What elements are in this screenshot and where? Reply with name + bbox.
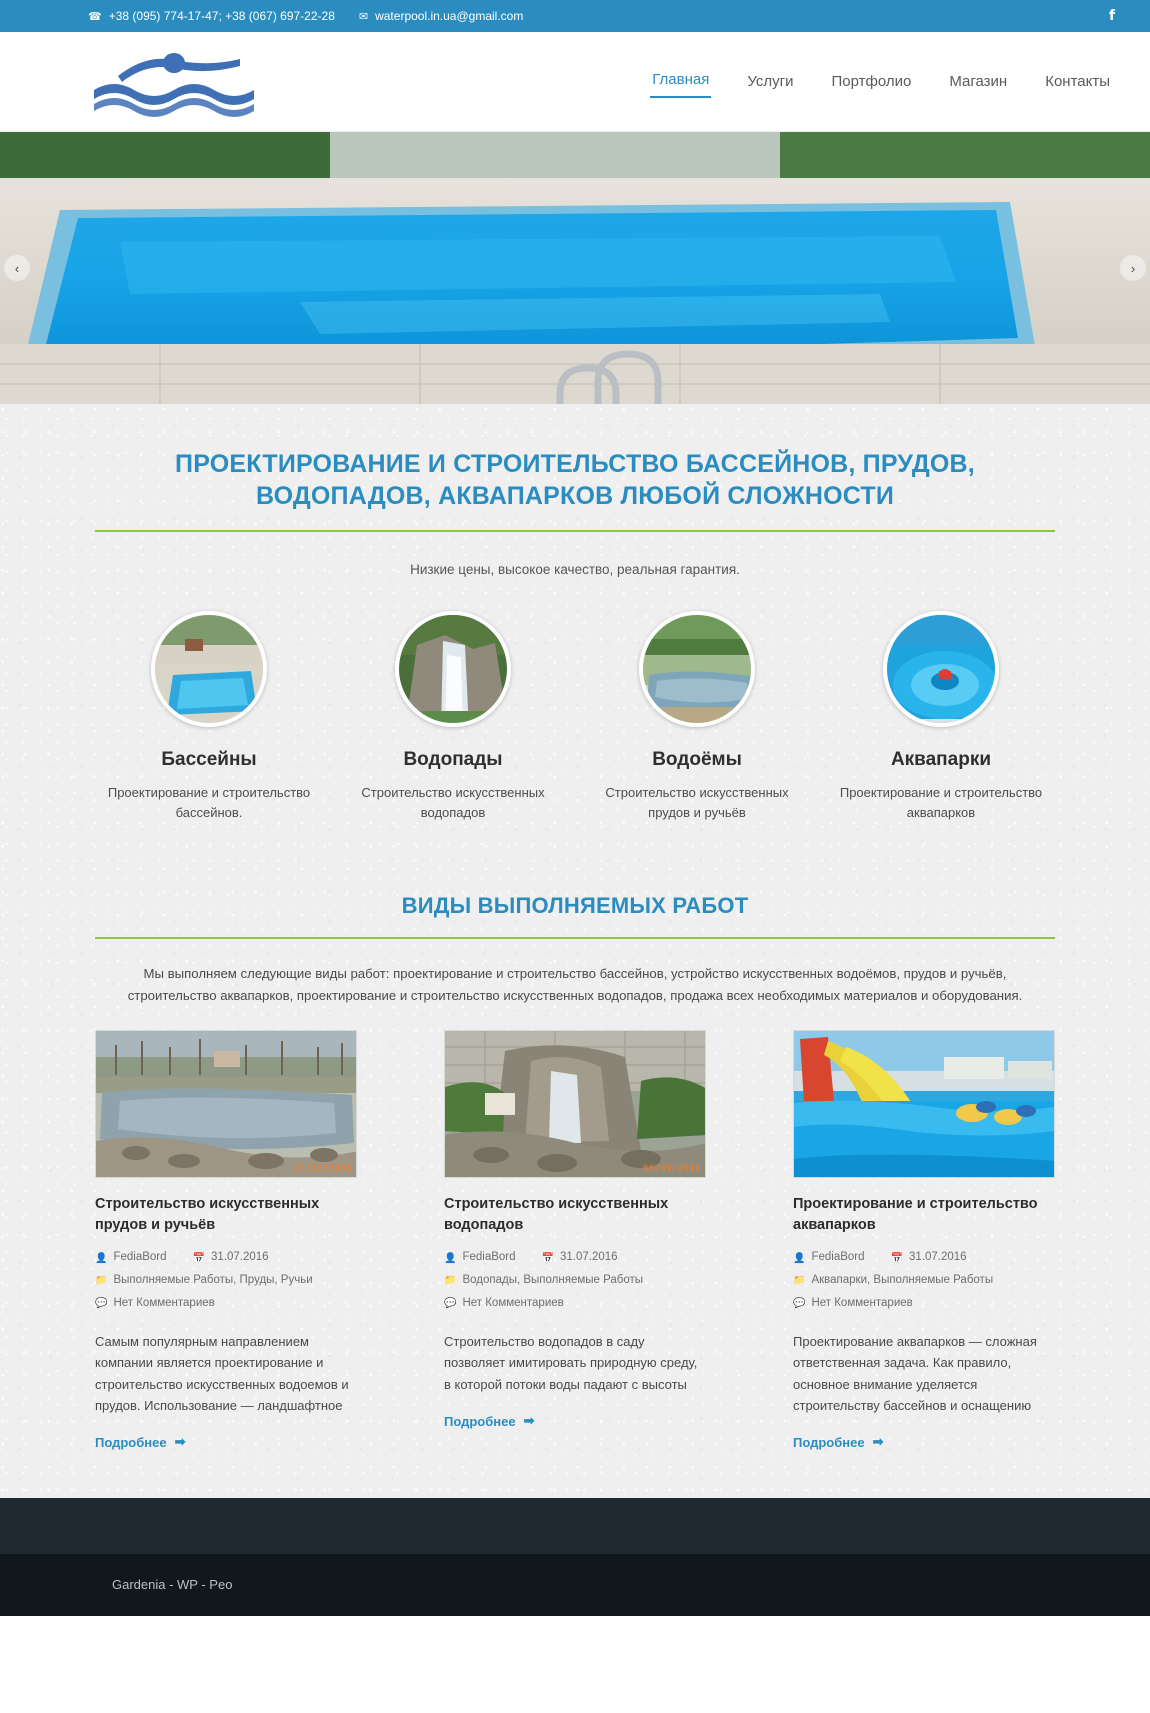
read-more-link[interactable]: [444, 1413, 535, 1429]
work-card-waterfalls[interactable]: [444, 1030, 706, 1452]
mail-icon: ✉: [358, 10, 369, 23]
service-text-aquaparks: Проектирование и строительство аквапарков: [839, 785, 1043, 821]
service-item-ponds[interactable]: [583, 611, 811, 823]
service-text-pools: Проектирование и строительство бассейнов.: [107, 785, 311, 821]
work-card-title[interactable]: Проектирование и строительство аквапарков: [793, 1196, 1038, 1233]
work-excerpt: Строительство водопадов в саду позволяет имитировать природную среду, в которой потоки воды падают с высоты: [444, 1333, 698, 1392]
service-thumb-waterfalls: [395, 611, 511, 727]
work-thumb-ponds[interactable]: [95, 1030, 357, 1178]
service-title-waterfalls: Водопады: [403, 749, 503, 770]
content-wrapper: [95, 448, 1055, 1498]
work-excerpt: Самым популярным направлением компании является проектирование и строительство искусственных водоемов и прудов. Использование — ландшафтное: [95, 1333, 349, 1414]
folder-icon: 📁: [793, 1275, 806, 1287]
work-card-meta: [95, 1247, 357, 1315]
work-thumb-waterfalls[interactable]: [444, 1030, 706, 1178]
bottom-spacer: [95, 1452, 1055, 1498]
work-excerpt: Проектирование аквапарков — сложная ответственная задача. Как правило, основное внимание уделяется строительству бассейнов и оснащению: [793, 1333, 1037, 1414]
photo-timestamp: 06/09/2011: [642, 1164, 701, 1175]
email-address: waterpool.in.ua@gmail.com: [375, 9, 524, 23]
folder-icon: 📁: [444, 1275, 457, 1287]
nav-item-portfolio[interactable]: Портфолио: [831, 73, 912, 90]
main-navigation[interactable]: [650, 65, 1122, 98]
email-contact[interactable]: [359, 9, 523, 23]
works-section: [95, 893, 1055, 1006]
folder-icon: 📁: [95, 1275, 108, 1287]
work-categories[interactable]: Аквапарки, Выполняемые Работы: [811, 1274, 994, 1287]
work-date: 31.07.2016: [908, 1251, 967, 1264]
phone-icon: ☎: [88, 10, 102, 23]
photo-timestamp: 13/12/2008: [293, 1164, 352, 1175]
page-subtitle: Низкие цены, высокое качество, реальная гарантия.: [410, 562, 740, 577]
work-comments: Нет Комментариев: [811, 1296, 913, 1309]
main-content: [0, 404, 1150, 1498]
site-header: [0, 32, 1150, 132]
work-card-meta: [793, 1247, 1055, 1315]
top-contact-bar: [0, 0, 1150, 32]
service-title-ponds: Водоёмы: [652, 749, 742, 770]
work-card-ponds[interactable]: [95, 1030, 357, 1452]
work-card-title[interactable]: Строительство искусственных водопадов: [444, 1196, 669, 1233]
work-author: FediaBord: [811, 1251, 865, 1264]
calendar-icon: 📅: [890, 1252, 903, 1264]
read-more-label: Подробнее: [793, 1434, 865, 1450]
service-item-waterfalls[interactable]: [339, 611, 567, 823]
facebook-icon[interactable]: f: [1108, 8, 1116, 24]
service-text-ponds: Строительство искусственных прудов и ручьёв: [605, 785, 789, 821]
arrow-right-icon: ➡: [174, 1434, 186, 1450]
read-more-label: Подробнее: [444, 1413, 516, 1429]
work-card-aquaparks[interactable]: [793, 1030, 1055, 1452]
service-title-aquaparks: Аквапарки: [890, 749, 992, 770]
footer-widgets: [0, 1498, 1150, 1554]
footer-credit: Gardenia - WP - Peo: [112, 1577, 233, 1593]
works-cards: [95, 1030, 1055, 1452]
calendar-icon: 📅: [541, 1252, 554, 1264]
service-thumb-aquaparks: [883, 611, 999, 727]
read-more-link[interactable]: [95, 1434, 186, 1450]
work-categories[interactable]: Выполняемые Работы, Пруды, Ручьи: [113, 1274, 313, 1287]
calendar-icon: 📅: [192, 1252, 205, 1264]
slider-next-arrow[interactable]: ›: [1120, 255, 1146, 281]
works-divider: [95, 937, 1055, 939]
service-title-pools: Бассейны: [161, 749, 257, 770]
works-title: ВИДЫ ВЫПОЛНЯЕМЫХ РАБОТ: [401, 893, 749, 919]
services-list: [95, 611, 1055, 823]
work-categories[interactable]: Водопады, Выполняемые Работы: [462, 1274, 644, 1287]
works-intro-text: Мы выполняем следующие виды работ: проектирование и строительство бассейнов, устройство искусственных водоёмов, прудов и ручьёв, строительство аквапарков, проектирование и строительство искусственных водопадов, продажа всех необходимых материалов и оборудования.: [127, 966, 1023, 1003]
work-comments: Нет Комментариев: [113, 1296, 215, 1309]
author-icon: 👤: [444, 1252, 457, 1264]
work-thumb-aquaparks[interactable]: [793, 1030, 1055, 1178]
arrow-right-icon: ➡: [523, 1413, 535, 1429]
title-divider: [95, 530, 1055, 532]
author-icon: 👤: [95, 1252, 108, 1264]
site-logo[interactable]: [88, 46, 278, 118]
comment-icon: 💬: [793, 1298, 806, 1310]
work-card-title[interactable]: Строительство искусственных прудов и ручьёв: [95, 1196, 320, 1233]
comment-icon: 💬: [95, 1298, 108, 1310]
work-date: 31.07.2016: [210, 1251, 269, 1264]
service-thumb-pools: [151, 611, 267, 727]
nav-item-services[interactable]: Услуги: [747, 73, 794, 90]
work-card-meta: [444, 1247, 706, 1315]
hero-image-pool: [0, 132, 1150, 404]
slider-prev-arrow[interactable]: ‹: [4, 255, 30, 281]
hero-slider: [0, 132, 1150, 404]
phone-contact[interactable]: [88, 9, 335, 23]
service-item-aquaparks[interactable]: [827, 611, 1055, 823]
author-icon: 👤: [793, 1252, 806, 1264]
footer-credit-bar: [0, 1554, 1150, 1616]
service-item-pools[interactable]: [95, 611, 323, 823]
phone-number: +38 (095) 774-17-47; +38 (067) 697-22-28: [108, 9, 335, 23]
read-more-label: Подробнее: [95, 1434, 167, 1450]
nav-item-shop[interactable]: Магазин: [949, 73, 1008, 90]
arrow-right-icon: ➡: [872, 1434, 884, 1450]
service-text-waterfalls: Строительство искусственных водопадов: [361, 785, 545, 821]
service-thumb-ponds: [639, 611, 755, 727]
page-title: ПРОЕКТИРОВАНИЕ И СТРОИТЕЛЬСТВО БАССЕЙНОВ, ПРУДОВ, ВОДОПАДОВ, АКВАПАРКОВ ЛЮБОЙ СЛОЖНОСТИ: [175, 450, 975, 510]
read-more-link[interactable]: [793, 1434, 884, 1450]
work-comments: Нет Комментариев: [462, 1296, 564, 1309]
nav-item-contacts[interactable]: Контакты: [1045, 73, 1110, 90]
work-author: FediaBord: [113, 1251, 167, 1264]
work-author: FediaBord: [462, 1251, 516, 1264]
comment-icon: 💬: [444, 1298, 457, 1310]
work-date: 31.07.2016: [559, 1251, 618, 1264]
nav-item-home[interactable]: Главная: [650, 65, 711, 98]
